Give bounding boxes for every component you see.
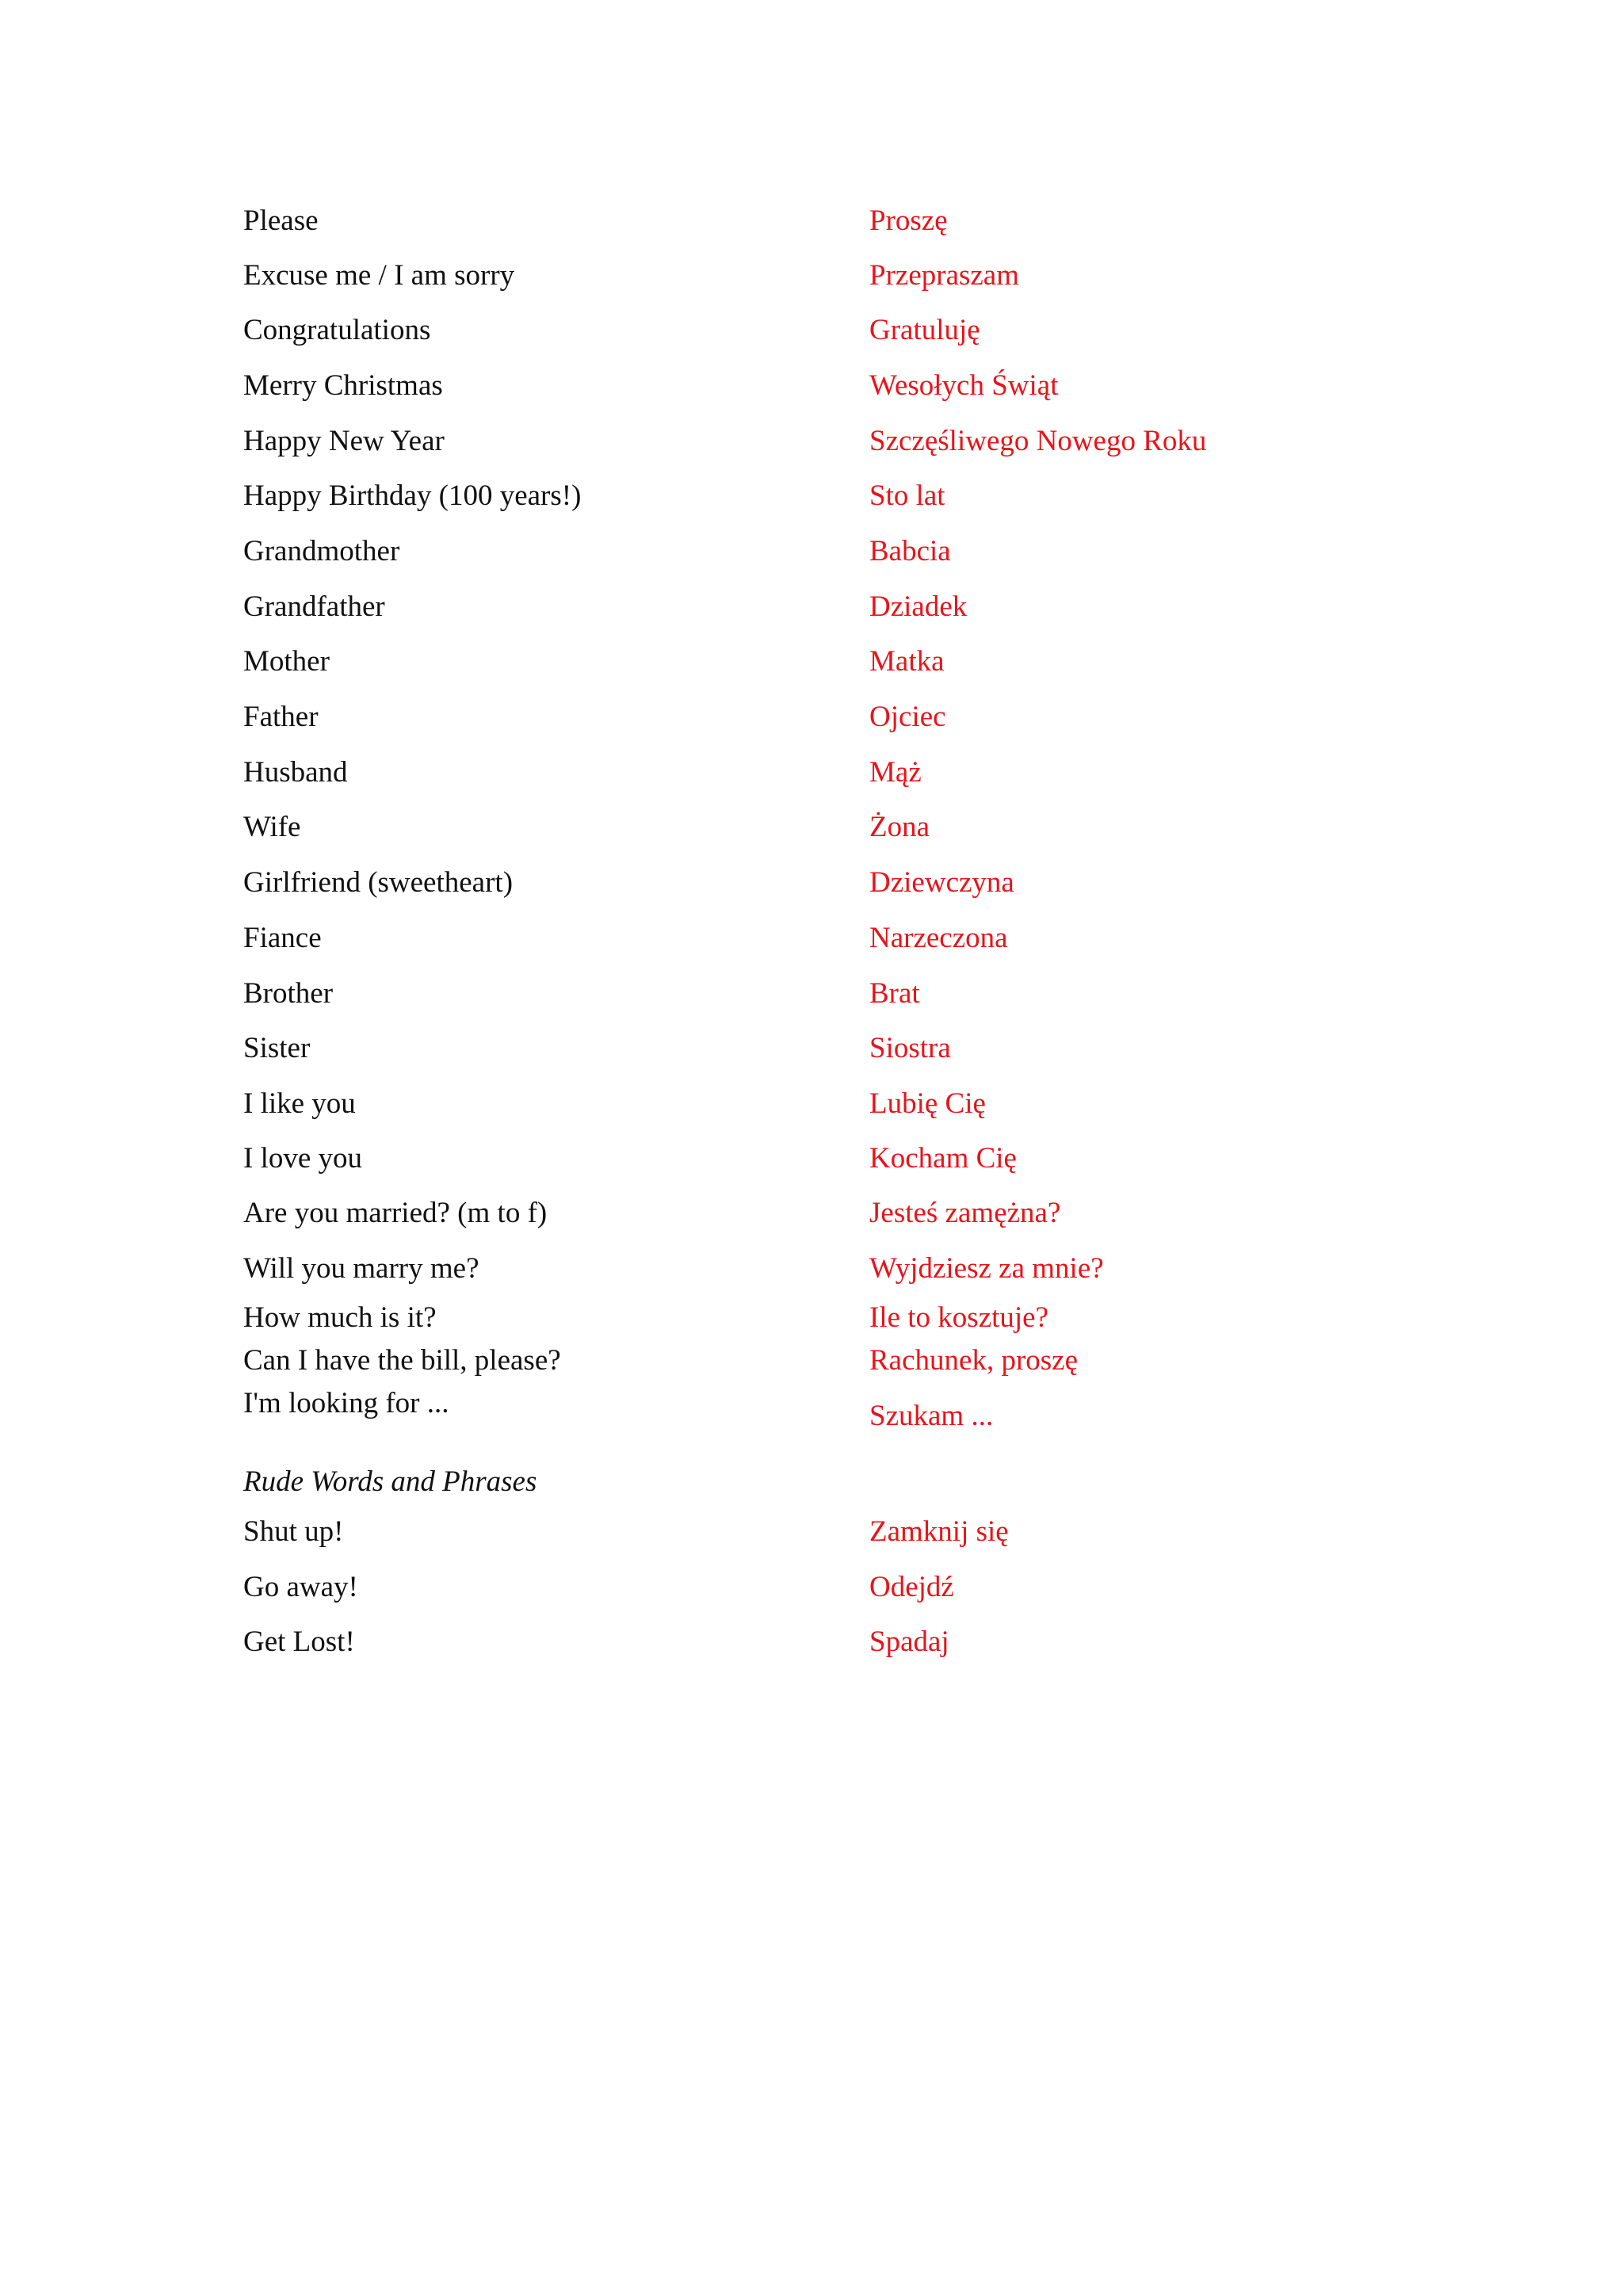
phrase-row [0,362,1623,410]
polish-translation: Szczęśliwego Nowego Roku [869,425,1207,457]
english-phrase: Mother [243,645,330,678]
english-phrase: I love you [243,1142,363,1175]
phrase-row [0,859,1623,907]
phrase-row [0,1135,1623,1182]
polish-translation: Brat [869,977,920,1010]
polish-translation: Narzeczona [869,922,1008,954]
english-phrase: Congratulations [243,314,431,346]
phrase-row [0,1245,1623,1293]
phrase-row [0,749,1623,797]
phrase-row [0,1508,1623,1556]
polish-translation: Jesteś zamężna? [869,1197,1061,1229]
phrase-row [0,252,1623,300]
phrase-row [0,970,1623,1018]
polish-translation: Odejdź [869,1571,954,1603]
polish-translation: Wyjdziesz za mnie? [869,1252,1104,1285]
polish-translation: Dziewczyna [869,866,1014,899]
english-phrase: Husband [243,756,348,789]
phrase-row [0,418,1623,465]
english-phrase: Grandfather [243,590,385,623]
english-phrase: I like you [243,1087,356,1120]
english-phrase: Excuse me / I am sorry [243,259,515,292]
polish-translation: Rachunek, proszę [869,1344,1079,1377]
polish-translation: Matka [869,645,945,678]
polish-translation: Wesołych Świąt [869,369,1059,402]
polish-translation: Lubię Cię [869,1087,986,1120]
phrase-row [0,1080,1623,1128]
section-heading-row [0,1458,1623,1506]
polish-translation: Spadaj [869,1626,949,1658]
english-phrase: How much is it? [243,1301,437,1334]
polish-translation: Szukam ... [869,1400,994,1432]
polish-translation: Ile to kosztuje? [869,1301,1049,1334]
english-phrase: Get Lost! [243,1626,355,1658]
phrase-row [0,1618,1623,1666]
english-phrase: Merry Christmas [243,369,443,402]
phrase-row [0,583,1623,631]
polish-translation: Sto lat [869,479,945,512]
polish-translation: Proszę [869,204,948,237]
english-phrase: Please [243,204,319,237]
polish-translation: Siostra [869,1032,951,1064]
phrase-row [0,693,1623,741]
english-phrase: Sister [243,1032,311,1064]
phrase-row [0,1025,1623,1072]
phrase-row [0,307,1623,354]
english-phrase: Fiance [243,922,322,954]
english-phrase: Wife [243,811,301,843]
phrase-row [0,1564,1623,1611]
english-phrase: Will you marry me? [243,1252,479,1285]
english-phrase: Brother [243,977,334,1010]
phrase-row [0,638,1623,686]
english-phrase: Go away! [243,1571,358,1603]
phrase-row [0,915,1623,962]
phrase-row [0,197,1623,245]
polish-translation: Ojciec [869,701,946,733]
polish-translation: Żona [869,811,930,843]
phrase-row [0,472,1623,520]
rude-section-heading: Rude Words and Phrases [243,1465,537,1498]
english-phrase: Are you married? (m to f) [243,1197,548,1229]
phrase-row [0,804,1623,851]
polish-translation: Gratuluję [869,314,980,346]
polish-translation: Kocham Cię [869,1142,1017,1175]
phrase-row [0,1294,1623,1342]
phrase-row [0,1380,1623,1432]
english-phrase: Happy New Year [243,425,445,457]
polish-translation: Przepraszam [869,259,1020,292]
english-phrase: I'm looking for ... [243,1387,449,1419]
phrase-row [0,528,1623,575]
phrase-row [0,1337,1623,1385]
english-phrase: Father [243,701,319,733]
english-phrase: Happy Birthday (100 years!) [243,479,582,512]
polish-translation: Mąż [869,756,922,789]
phrase-row [0,1190,1623,1237]
english-phrase: Grandmother [243,535,400,567]
polish-translation: Zamknij się [869,1515,1009,1548]
english-phrase: Can I have the bill, please? [243,1344,561,1377]
polish-translation: Dziadek [869,590,968,623]
polish-translation: Babcia [869,535,951,567]
english-phrase: Girlfriend (sweetheart) [243,866,514,899]
english-phrase: Shut up! [243,1515,344,1548]
